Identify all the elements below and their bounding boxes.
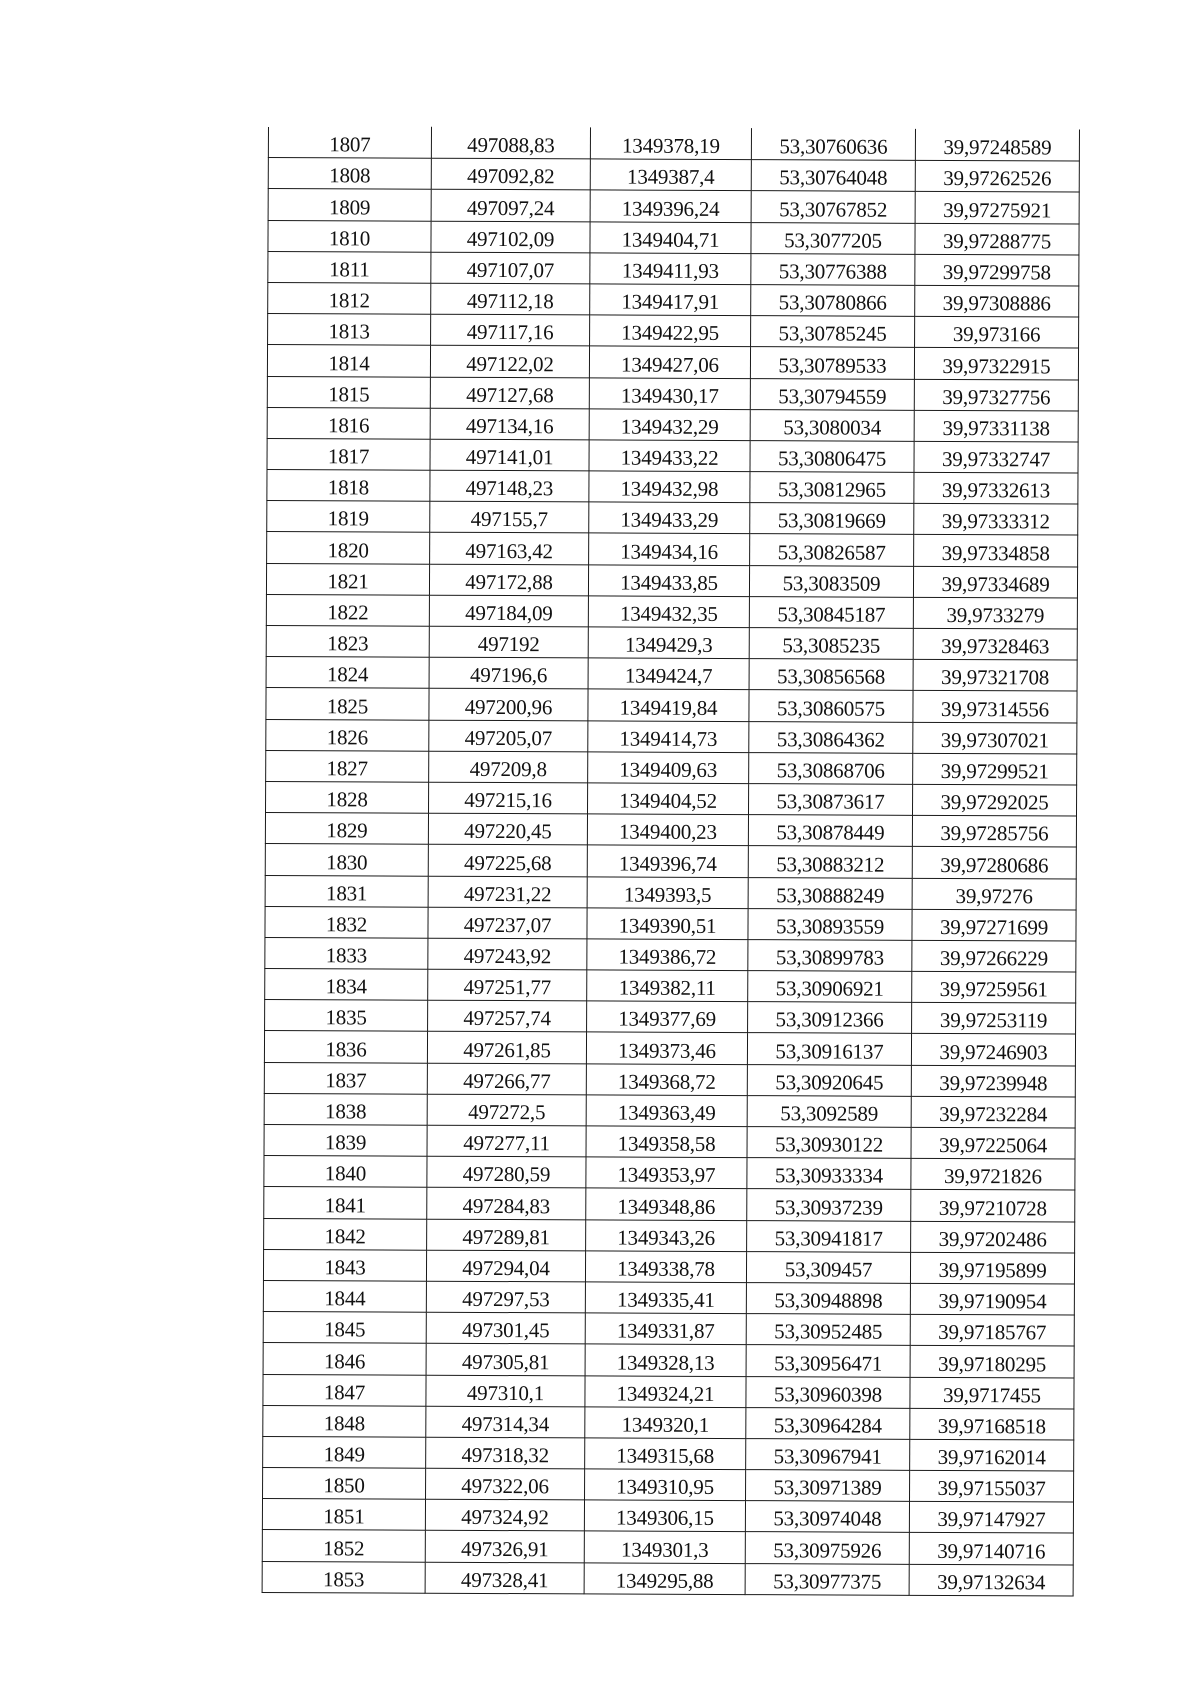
table-row [268, 220, 1079, 255]
point-number-cell: 1850 [263, 1468, 426, 1500]
latitude-cell: 53,30975926 [745, 1532, 909, 1564]
latitude-cell: 53,30794559 [750, 378, 914, 410]
point-number-cell: 1810 [268, 220, 431, 252]
point-number-cell: 1832 [265, 906, 428, 938]
y-coordinate-cell: 1349433,29 [589, 502, 750, 534]
latitude-cell: 53,30893559 [748, 908, 912, 940]
x-coordinate-cell: 497134,16 [430, 408, 589, 440]
point-number-cell: 1846 [263, 1343, 426, 1375]
longitude-cell: 39,97147927 [909, 1502, 1073, 1534]
y-coordinate-cell: 1349338,78 [585, 1251, 746, 1283]
latitude-cell: 53,30971389 [746, 1470, 910, 1502]
x-coordinate-cell: 497205,07 [429, 720, 588, 752]
table-row [263, 1280, 1074, 1315]
y-coordinate-cell: 1349335,41 [585, 1282, 746, 1314]
latitude-cell: 53,30933334 [747, 1158, 911, 1190]
table-row [268, 158, 1079, 193]
x-coordinate-cell: 497141,01 [430, 439, 589, 471]
x-coordinate-cell: 497148,23 [430, 470, 589, 502]
y-coordinate-cell: 1349432,98 [589, 471, 750, 503]
latitude-cell: 53,30952485 [746, 1314, 910, 1346]
point-number-cell: 1841 [264, 1187, 427, 1219]
table-row [268, 282, 1079, 317]
table-row [265, 937, 1076, 972]
longitude-cell: 39,97195899 [910, 1252, 1074, 1284]
latitude-cell: 53,30960398 [746, 1376, 910, 1408]
table-row [263, 1405, 1074, 1440]
point-number-cell: 1836 [264, 1031, 427, 1063]
y-coordinate-cell: 1349432,29 [589, 409, 750, 441]
longitude-cell: 39,9721826 [911, 1159, 1075, 1191]
latitude-cell: 53,30760636 [751, 129, 915, 161]
longitude-cell: 39,97314556 [913, 691, 1077, 723]
x-coordinate-cell: 497318,32 [426, 1437, 585, 1469]
x-coordinate-cell: 497088,83 [431, 127, 590, 159]
point-number-cell: 1831 [265, 875, 428, 907]
latitude-cell: 53,30864362 [749, 721, 913, 753]
x-coordinate-cell: 497301,45 [426, 1312, 585, 1344]
x-coordinate-cell: 497297,53 [426, 1281, 585, 1313]
table-row [267, 532, 1078, 567]
latitude-cell: 53,30883212 [748, 846, 912, 878]
x-coordinate-cell: 497326,91 [425, 1531, 584, 1563]
point-number-cell: 1811 [268, 251, 431, 283]
y-coordinate-cell: 1349382,11 [587, 970, 748, 1002]
x-coordinate-cell: 497184,09 [429, 595, 588, 627]
latitude-cell: 53,30930122 [747, 1127, 911, 1159]
table-row [265, 1000, 1076, 1035]
y-coordinate-cell: 1349396,74 [587, 845, 748, 877]
x-coordinate-cell: 497215,16 [429, 782, 588, 814]
latitude-cell: 53,30937239 [747, 1189, 911, 1221]
x-coordinate-cell: 497117,16 [431, 314, 590, 346]
point-number-cell: 1840 [264, 1156, 427, 1188]
y-coordinate-cell: 1349409,63 [588, 752, 749, 784]
longitude-cell: 39,973166 [915, 316, 1079, 348]
latitude-cell: 53,30789533 [750, 347, 914, 379]
table-row [263, 1374, 1074, 1409]
point-number-cell: 1825 [266, 688, 429, 720]
x-coordinate-cell: 497305,81 [426, 1344, 585, 1376]
latitude-cell: 53,30819669 [750, 503, 914, 535]
longitude-cell: 39,97299758 [915, 254, 1079, 286]
y-coordinate-cell: 1349411,93 [590, 253, 751, 285]
table-row [262, 1530, 1073, 1565]
x-coordinate-cell: 497231,22 [428, 876, 587, 908]
longitude-cell: 39,97327756 [914, 379, 1078, 411]
table-row [266, 657, 1077, 692]
longitude-cell: 39,97332613 [914, 472, 1078, 504]
y-coordinate-cell: 1349393,5 [587, 876, 748, 908]
x-coordinate-cell: 497272,5 [427, 1094, 586, 1126]
x-coordinate-cell: 497324,92 [425, 1499, 584, 1531]
y-coordinate-cell: 1349419,84 [588, 689, 749, 721]
y-coordinate-cell: 1349328,13 [585, 1344, 746, 1376]
latitude-cell: 53,3085235 [749, 628, 913, 660]
y-coordinate-cell: 1349320,1 [585, 1407, 746, 1439]
point-number-cell: 1819 [267, 501, 430, 533]
longitude-cell: 39,97331138 [914, 410, 1078, 442]
point-number-cell: 1829 [265, 813, 428, 845]
y-coordinate-cell: 1349429,3 [588, 627, 749, 659]
latitude-cell: 53,30920645 [747, 1064, 911, 1096]
latitude-cell: 53,30964284 [746, 1407, 910, 1439]
latitude-cell: 53,30977375 [745, 1563, 909, 1595]
table-body [262, 127, 1079, 1596]
latitude-cell: 53,30974048 [745, 1501, 909, 1533]
longitude-cell: 39,97334858 [914, 535, 1078, 567]
x-coordinate-cell: 497163,42 [430, 533, 589, 565]
y-coordinate-cell: 1349343,26 [586, 1219, 747, 1251]
latitude-cell: 53,30967941 [746, 1438, 910, 1470]
longitude-cell: 39,97333312 [914, 504, 1078, 536]
y-coordinate-cell: 1349315,68 [585, 1438, 746, 1470]
table-row [265, 813, 1076, 848]
point-number-cell: 1827 [266, 750, 429, 782]
latitude-cell: 53,3083509 [749, 565, 913, 597]
point-number-cell: 1849 [263, 1436, 426, 1468]
point-number-cell: 1842 [264, 1218, 427, 1250]
latitude-cell: 53,30916137 [747, 1033, 911, 1065]
y-coordinate-cell: 1349430,17 [589, 377, 750, 409]
point-number-cell: 1835 [265, 1000, 428, 1032]
longitude-cell: 39,97262526 [915, 161, 1079, 193]
longitude-cell: 39,97190954 [910, 1283, 1074, 1315]
table-row [265, 906, 1076, 941]
longitude-cell: 39,97288775 [915, 223, 1079, 255]
latitude-cell: 53,30906921 [748, 971, 912, 1003]
x-coordinate-cell: 497257,74 [428, 1000, 587, 1032]
longitude-cell: 39,97276 [912, 878, 1076, 910]
table-row [263, 1312, 1074, 1347]
point-number-cell: 1847 [263, 1374, 426, 1406]
latitude-cell: 53,3080034 [750, 409, 914, 441]
point-number-cell: 1817 [267, 438, 430, 470]
y-coordinate-cell: 1349377,69 [587, 1001, 748, 1033]
table-row [264, 1093, 1075, 1128]
latitude-cell: 53,30912366 [748, 1002, 912, 1034]
point-number-cell: 1826 [266, 719, 429, 751]
longitude-cell: 39,97185767 [910, 1314, 1074, 1346]
table-row [263, 1468, 1074, 1503]
table-row [264, 1062, 1075, 1097]
latitude-cell: 53,30868706 [749, 752, 913, 784]
x-coordinate-cell: 497122,02 [430, 346, 589, 378]
table-row [264, 1031, 1075, 1066]
point-number-cell: 1807 [268, 127, 431, 159]
y-coordinate-cell: 1349373,46 [586, 1032, 747, 1064]
x-coordinate-cell: 497243,92 [428, 938, 587, 970]
point-number-cell: 1808 [268, 158, 431, 190]
x-coordinate-cell: 497314,34 [426, 1406, 585, 1438]
point-number-cell: 1823 [266, 625, 429, 657]
table-row [265, 844, 1076, 879]
table-row [267, 501, 1078, 536]
y-coordinate-cell: 1349386,72 [587, 939, 748, 971]
y-coordinate-cell: 1349433,85 [588, 565, 749, 597]
latitude-cell: 53,30878449 [748, 815, 912, 847]
latitude-cell: 53,30873617 [748, 784, 912, 816]
x-coordinate-cell: 497172,88 [429, 564, 588, 596]
x-coordinate-cell: 497294,04 [426, 1250, 585, 1282]
longitude-cell: 39,97280686 [912, 847, 1076, 879]
table-row [264, 1156, 1075, 1191]
x-coordinate-cell: 497192 [429, 626, 588, 658]
x-coordinate-cell: 497107,07 [431, 252, 590, 284]
x-coordinate-cell: 497102,09 [431, 221, 590, 253]
y-coordinate-cell: 1349424,7 [588, 658, 749, 690]
table-row [264, 1218, 1075, 1253]
point-number-cell: 1816 [267, 407, 430, 439]
point-number-cell: 1843 [263, 1249, 426, 1281]
y-coordinate-cell: 1349324,21 [585, 1375, 746, 1407]
point-number-cell: 1845 [263, 1312, 426, 1344]
y-coordinate-cell: 1349348,86 [586, 1188, 747, 1220]
x-coordinate-cell: 497220,45 [428, 813, 587, 845]
latitude-cell: 53,309457 [746, 1251, 910, 1283]
y-coordinate-cell: 1349301,3 [584, 1531, 745, 1563]
x-coordinate-cell: 497277,11 [427, 1125, 586, 1157]
table-row [262, 1561, 1073, 1596]
y-coordinate-cell: 1349404,52 [588, 783, 749, 815]
point-number-cell: 1812 [268, 282, 431, 314]
latitude-cell: 53,30776388 [751, 253, 915, 285]
longitude-cell: 39,97259561 [912, 971, 1076, 1003]
point-number-cell: 1839 [264, 1124, 427, 1156]
x-coordinate-cell: 497261,85 [427, 1032, 586, 1064]
y-coordinate-cell: 1349433,22 [589, 440, 750, 472]
latitude-cell: 53,30899783 [748, 939, 912, 971]
latitude-cell: 53,30806475 [750, 440, 914, 472]
longitude-cell: 39,97332747 [914, 441, 1078, 473]
longitude-cell: 39,97232284 [911, 1096, 1075, 1128]
point-number-cell: 1828 [266, 781, 429, 813]
table-row [265, 875, 1076, 910]
y-coordinate-cell: 1349353,97 [586, 1157, 747, 1189]
longitude-cell: 39,9717455 [910, 1377, 1074, 1409]
longitude-cell: 39,97180295 [910, 1346, 1074, 1378]
y-coordinate-cell: 1349368,72 [586, 1064, 747, 1096]
x-coordinate-cell: 497209,8 [429, 751, 588, 783]
latitude-cell: 53,3077205 [751, 222, 915, 254]
table-row [266, 563, 1077, 598]
x-coordinate-cell: 497280,59 [427, 1156, 586, 1188]
table-row [266, 688, 1077, 723]
y-coordinate-cell: 1349417,91 [590, 284, 751, 316]
longitude-cell: 39,97292025 [912, 784, 1076, 816]
longitude-cell: 39,97168518 [910, 1408, 1074, 1440]
point-number-cell: 1834 [265, 969, 428, 1001]
longitude-cell: 39,97299521 [913, 753, 1077, 785]
table-row [268, 251, 1079, 286]
y-coordinate-cell: 1349310,95 [585, 1469, 746, 1501]
longitude-cell: 39,97271699 [912, 909, 1076, 941]
x-coordinate-cell: 497225,68 [428, 845, 587, 877]
y-coordinate-cell: 1349400,23 [587, 814, 748, 846]
x-coordinate-cell: 497092,82 [431, 158, 590, 190]
table-row [262, 1499, 1073, 1534]
latitude-cell: 53,30764048 [751, 160, 915, 192]
longitude-cell: 39,97308886 [915, 285, 1079, 317]
latitude-cell: 53,30948898 [746, 1283, 910, 1315]
table-row [263, 1436, 1074, 1471]
y-coordinate-cell: 1349434,16 [589, 533, 750, 565]
y-coordinate-cell: 1349295,88 [584, 1563, 745, 1595]
table-row [265, 969, 1076, 1004]
longitude-cell: 39,9733279 [913, 597, 1077, 629]
point-number-cell: 1844 [263, 1280, 426, 1312]
y-coordinate-cell: 1349390,51 [587, 908, 748, 940]
table-row [267, 407, 1078, 442]
table-row [266, 750, 1077, 785]
coordinates-table [262, 126, 1080, 1596]
table-row [266, 625, 1077, 660]
y-coordinate-cell: 1349396,24 [590, 190, 751, 222]
latitude-cell: 53,30767852 [751, 191, 915, 223]
x-coordinate-cell: 497196,6 [429, 657, 588, 689]
point-number-cell: 1809 [268, 189, 431, 221]
table-row [264, 1187, 1075, 1222]
table-row [268, 127, 1079, 162]
latitude-cell: 53,30856568 [749, 659, 913, 691]
point-number-cell: 1822 [266, 594, 429, 626]
point-number-cell: 1814 [267, 345, 430, 377]
y-coordinate-cell: 1349363,49 [586, 1095, 747, 1127]
longitude-cell: 39,97202486 [911, 1221, 1075, 1253]
longitude-cell: 39,97162014 [910, 1439, 1074, 1471]
x-coordinate-cell: 497328,41 [425, 1562, 584, 1594]
longitude-cell: 39,97253119 [912, 1003, 1076, 1035]
y-coordinate-cell: 1349432,35 [588, 596, 749, 628]
y-coordinate-cell: 1349414,73 [588, 720, 749, 752]
y-coordinate-cell: 1349404,71 [590, 221, 751, 253]
y-coordinate-cell: 1349422,95 [590, 315, 751, 347]
x-coordinate-cell: 497284,83 [427, 1188, 586, 1220]
point-number-cell: 1838 [264, 1093, 427, 1125]
longitude-cell: 39,97248589 [915, 129, 1079, 161]
point-number-cell: 1820 [267, 532, 430, 564]
longitude-cell: 39,97307021 [913, 722, 1077, 754]
point-number-cell: 1852 [262, 1530, 425, 1562]
point-number-cell: 1851 [262, 1499, 425, 1531]
table-row [266, 781, 1077, 816]
point-number-cell: 1821 [266, 563, 429, 595]
longitude-cell: 39,97328463 [913, 628, 1077, 660]
latitude-cell: 53,3092589 [747, 1095, 911, 1127]
longitude-cell: 39,97132634 [909, 1564, 1073, 1596]
longitude-cell: 39,97322915 [914, 348, 1078, 380]
longitude-cell: 39,97266229 [912, 940, 1076, 972]
x-coordinate-cell: 497289,81 [427, 1219, 586, 1251]
x-coordinate-cell: 497155,7 [430, 501, 589, 533]
x-coordinate-cell: 497112,18 [431, 283, 590, 315]
x-coordinate-cell: 497310,1 [426, 1375, 585, 1407]
table-row [266, 594, 1077, 629]
longitude-cell: 39,97334689 [913, 566, 1077, 598]
longitude-cell: 39,97140716 [909, 1533, 1073, 1565]
table-row [267, 376, 1078, 411]
x-coordinate-cell: 497266,77 [427, 1063, 586, 1095]
longitude-cell: 39,97210728 [911, 1190, 1075, 1222]
y-coordinate-cell: 1349427,06 [589, 346, 750, 378]
latitude-cell: 53,30845187 [749, 596, 913, 628]
point-number-cell: 1815 [267, 376, 430, 408]
table-row [268, 189, 1079, 224]
point-number-cell: 1813 [268, 314, 431, 346]
latitude-cell: 53,30956471 [746, 1345, 910, 1377]
latitude-cell: 53,30785245 [751, 316, 915, 348]
x-coordinate-cell: 497237,07 [428, 907, 587, 939]
longitude-cell: 39,97285756 [912, 815, 1076, 847]
y-coordinate-cell: 1349306,15 [584, 1500, 745, 1532]
point-number-cell: 1853 [262, 1561, 425, 1593]
table-row [263, 1343, 1074, 1378]
x-coordinate-cell: 497127,68 [430, 377, 589, 409]
longitude-cell: 39,97239948 [911, 1065, 1075, 1097]
table-row [267, 438, 1078, 473]
point-number-cell: 1824 [266, 657, 429, 689]
point-number-cell: 1848 [263, 1405, 426, 1437]
longitude-cell: 39,97275921 [915, 192, 1079, 224]
x-coordinate-cell: 497322,06 [426, 1468, 585, 1500]
x-coordinate-cell: 497097,24 [431, 190, 590, 222]
longitude-cell: 39,97246903 [911, 1034, 1075, 1066]
y-coordinate-cell: 1349387,4 [590, 159, 751, 191]
x-coordinate-cell: 497200,96 [429, 689, 588, 721]
table-row [267, 470, 1078, 505]
point-number-cell: 1818 [267, 470, 430, 502]
latitude-cell: 53,30826587 [750, 534, 914, 566]
point-number-cell: 1837 [264, 1062, 427, 1094]
y-coordinate-cell: 1349378,19 [590, 128, 751, 160]
longitude-cell: 39,97155037 [910, 1470, 1074, 1502]
point-number-cell: 1830 [265, 844, 428, 876]
table-row [266, 719, 1077, 754]
latitude-cell: 53,30860575 [749, 690, 913, 722]
longitude-cell: 39,97225064 [911, 1127, 1075, 1159]
table-row [263, 1249, 1074, 1284]
point-number-cell: 1833 [265, 937, 428, 969]
latitude-cell: 53,30888249 [748, 877, 912, 909]
latitude-cell: 53,30941817 [747, 1220, 911, 1252]
latitude-cell: 53,30812965 [750, 472, 914, 504]
y-coordinate-cell: 1349331,87 [585, 1313, 746, 1345]
table-row [268, 314, 1079, 349]
latitude-cell: 53,30780866 [751, 285, 915, 317]
table-row [267, 345, 1078, 380]
longitude-cell: 39,97321708 [913, 660, 1077, 692]
y-coordinate-cell: 1349358,58 [586, 1126, 747, 1158]
x-coordinate-cell: 497251,77 [428, 969, 587, 1001]
table-row [264, 1124, 1075, 1159]
